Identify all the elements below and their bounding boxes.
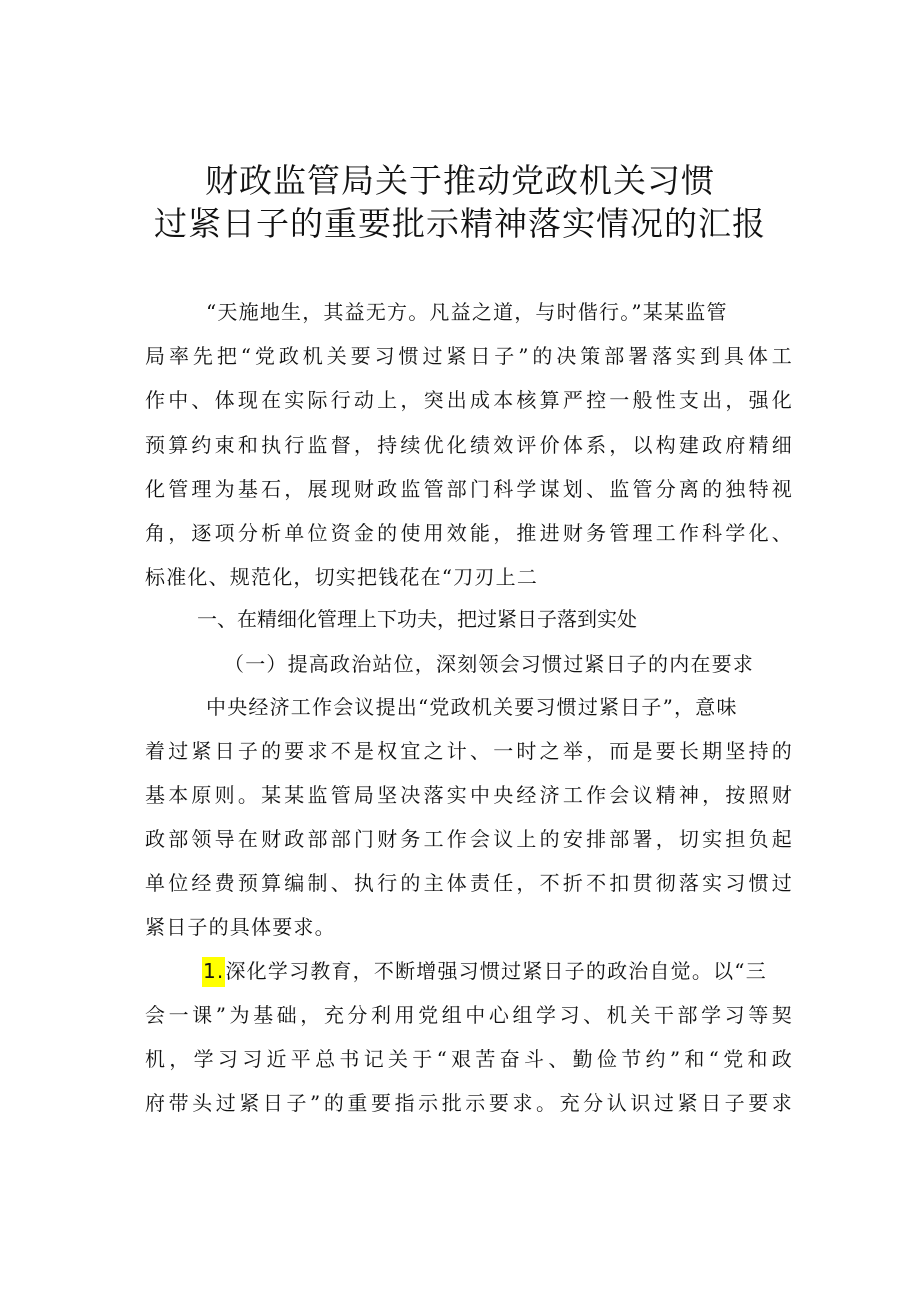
intro-line: 化管理为基石，展现财政监管部门科学谋划、监管分离的独特视 [145,477,793,501]
intro-line: 局率先把“党政机关要习惯过紧日子”的决策部署落实到具体工 [145,344,793,368]
document-title-line-1: 财政监管局关于推动党政机关习惯 [205,161,715,200]
para3-line: 深化学习教育，不断增强习惯过紧日子的政治自觉。以“三 [225,959,767,983]
document-title-line-2: 过紧日子的重要批示精神落实情况的汇报 [154,204,766,243]
subsection-heading-1: （一）提高政治站位，深刻领会习惯过紧日子的内在要求 [224,652,754,676]
intro-line: “天施地生，其益无方。凡益之道，与时偕行。”某某监管 [206,300,728,324]
para3-line: 会一课”为基础，充分利用党组中心组学习、机关干部学习等契 [145,1003,793,1027]
para3-line: 机，学习习近平总书记关于“艰苦奋斗、勤俭节约”和“党和政 [145,1047,793,1071]
para2-line: 基本原则。某某监管局坚决落实中央经济工作会议精神，按照财 [145,783,793,807]
para2-line: 着过紧日子的要求不是权宜之计、一时之举，而是要长期坚持的 [145,739,793,763]
section-heading-1: 一、在精细化管理上下功夫，把过紧日子落到实处 [197,607,637,631]
intro-line: 预算约束和执行监督，持续优化绩效评价体系，以构建政府精细 [145,433,793,457]
para3-first-line [202,957,767,985]
para2-line: 单位经费预算编制、执行的主体责任，不折不扣贯彻落实习惯过 [145,871,793,895]
highlighted-list-number: 1. [202,957,225,987]
intro-line: 标准化、规范化，切实把钱花在“刀刃上二 [145,565,539,589]
para3-line: 府带头过紧日子”的重要指示批示要求。充分认识过紧日子要求 [145,1091,793,1115]
para2-line: 中央经济工作会议提出“党政机关要习惯过紧日子”，意味 [206,695,738,719]
intro-line: 角，逐项分析单位资金的使用效能，推进财务管理工作科学化、 [145,521,793,545]
para2-line: 紧日子的具体要求。 [145,915,336,939]
intro-line: 作中、体现在实际行动上，突出成本核算严控一般性支出，强化 [145,388,793,412]
para2-line: 政部领导在财政部部门财务工作会议上的安排部署，切实担负起 [145,827,793,851]
